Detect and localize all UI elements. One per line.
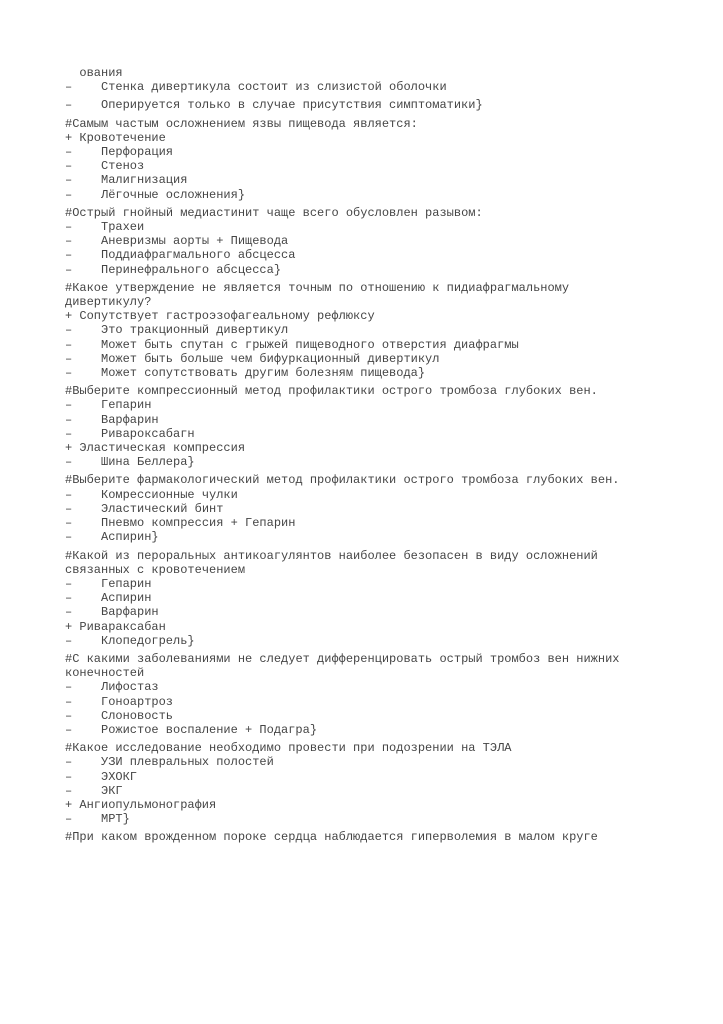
- option-line: [65, 159, 685, 173]
- option-text: Может сопутствовать другим болезням пищевода}: [101, 366, 426, 381]
- question-block: [65, 473, 685, 544]
- wrong-answer-marker: –: [65, 755, 73, 770]
- wrong-answer-marker: –: [65, 530, 73, 545]
- question-line: #При каком врожденном пороке сердца наблюдается гиперволемия в малом круге: [65, 830, 598, 845]
- option-text: УЗИ плевральных полостей: [101, 755, 274, 770]
- option-line: [65, 755, 685, 769]
- wrong-answer-marker: –: [65, 173, 73, 188]
- option-line: [65, 366, 685, 380]
- option-line: [65, 338, 685, 352]
- option-text: Лифостаз: [101, 680, 159, 695]
- option-text: Оперируется только в случае присутствия симптоматики}: [101, 98, 483, 113]
- option-text: Это тракционный дивертикул: [101, 323, 289, 338]
- correct-option-line: [65, 798, 685, 812]
- question-block: [65, 206, 685, 277]
- option-text: Перфорация: [101, 145, 174, 160]
- option-line: [65, 680, 685, 694]
- option-line: [65, 605, 685, 619]
- option-text: Лёгочные осложнения}: [101, 187, 246, 202]
- wrong-answer-marker: –: [65, 487, 73, 502]
- document-text-area: [65, 66, 685, 845]
- option-line: [65, 502, 685, 516]
- correct-answer-marker: +: [65, 797, 73, 812]
- wrong-answer-marker: –: [65, 812, 73, 827]
- option-line: [65, 516, 685, 530]
- option-line: [65, 455, 685, 469]
- option-text: Эластический бинт: [101, 501, 224, 516]
- question-block: [65, 549, 685, 648]
- option-text: Ривараксабан: [79, 619, 166, 634]
- option-line: [65, 323, 685, 337]
- option-text: Клопедогрель}: [101, 633, 195, 648]
- option-text: Гоноартроз: [101, 694, 174, 709]
- option-text: Слоновость: [101, 708, 174, 723]
- question-block: [65, 384, 685, 469]
- option-text: Ангиопульмонография: [79, 797, 217, 812]
- option-line: [65, 784, 685, 798]
- option-text: ЭХОКГ: [101, 769, 138, 784]
- option-text: Кровотечение: [79, 130, 166, 145]
- correct-answer-marker: +: [65, 309, 73, 324]
- wrong-answer-marker: –: [65, 605, 73, 620]
- option-line: [65, 398, 685, 412]
- wrong-answer-marker: –: [65, 633, 73, 648]
- wrong-answer-marker: –: [65, 248, 73, 263]
- wrong-answer-marker: –: [65, 145, 73, 160]
- wrong-answer-marker: –: [65, 426, 73, 441]
- option-text: Варфарин: [101, 605, 159, 620]
- option-text: Аневризмы аорты + Пищевода: [101, 234, 289, 249]
- question-line: #С какими заболеваниями не следует дифференцировать острый тромбоз вен нижних: [65, 651, 620, 666]
- option-line: [65, 488, 685, 502]
- continuation-fragment-block: [65, 66, 685, 94]
- option-line: [65, 173, 685, 187]
- option-text: Гепарин: [101, 398, 152, 413]
- option-text: Малигнизация: [101, 173, 188, 188]
- correct-option-line: [65, 309, 685, 323]
- wrong-answer-marker: –: [65, 159, 73, 174]
- question-block: [65, 117, 685, 202]
- wrong-answer-marker: –: [65, 262, 73, 277]
- correct-option-line: [65, 131, 685, 145]
- question-block: [65, 741, 685, 826]
- wrong-answer-marker: –: [65, 80, 73, 95]
- option-text: Комрессионные чулки: [101, 487, 238, 502]
- wrong-answer-marker: –: [65, 680, 73, 695]
- correct-answer-marker: +: [65, 619, 73, 634]
- question-line: #Какое утверждение не является точным по отношению к пидиафрагмальному: [65, 280, 570, 295]
- wrong-answer-marker: –: [65, 501, 73, 516]
- wrong-answer-marker: –: [65, 337, 73, 352]
- option-text: Может быть спутан с грыжей пищеводного отверстия диафрагмы: [101, 337, 519, 352]
- question-line: #Острый гнойный медиастинит чаще всего обусловлен разывом:: [65, 205, 483, 220]
- option-text: Сопутствует гастроэзофагеальному рефлюксу: [79, 309, 375, 324]
- option-line: [65, 695, 685, 709]
- option-text: Может быть больше чем бифуркационный дивертикул: [101, 351, 440, 366]
- wrong-answer-marker: –: [65, 398, 73, 413]
- option-line: [65, 220, 685, 234]
- continuation-text-line: ования: [79, 66, 123, 80]
- option-line: [65, 770, 685, 784]
- wrong-answer-marker: –: [65, 98, 73, 113]
- option-text: Варфарин: [101, 412, 159, 427]
- wrong-answer-marker: –: [65, 412, 73, 427]
- option-line: [65, 352, 685, 366]
- option-text: Аспирин: [101, 591, 152, 606]
- question-block: [65, 830, 685, 844]
- option-line: [65, 709, 685, 723]
- wrong-answer-marker: –: [65, 708, 73, 723]
- correct-option-line: [65, 620, 685, 634]
- question-line: #Выберите компрессионный метод профилактики острого тромбоза глубоких вен.: [65, 384, 598, 399]
- option-text: Ривароксабагн: [101, 426, 195, 441]
- question-line: #Самым частым осложнением язвы пищевода является:: [65, 116, 418, 131]
- option-line: [65, 98, 685, 112]
- option-line: [65, 248, 685, 262]
- option-line: [65, 263, 685, 277]
- option-text: Шина Беллера}: [101, 455, 195, 470]
- question-block: [65, 652, 685, 737]
- option-text: Аспирин}: [101, 530, 159, 545]
- option-text: Перинефрального абсцесса}: [101, 262, 282, 277]
- option-line: [65, 577, 685, 591]
- wrong-answer-marker: –: [65, 576, 73, 591]
- option-text: Эластическая компрессия: [79, 441, 246, 456]
- correct-answer-marker: +: [65, 441, 73, 456]
- question-line: #Какой из пероральных антикоагулянтов наиболее безопасен в виду осложнений: [65, 548, 598, 563]
- option-text: ЭКГ: [101, 783, 123, 798]
- question-block: [65, 281, 685, 380]
- question-wrapped-line: дивертикулу?: [65, 295, 152, 310]
- wrong-answer-marker: –: [65, 722, 73, 737]
- option-line: [65, 530, 685, 544]
- option-text: Рожистое воспаление + Подагра}: [101, 722, 318, 737]
- wrong-answer-marker: –: [65, 769, 73, 784]
- option-line: [65, 812, 685, 826]
- option-text: Пневмо компрессия + Гепарин: [101, 516, 296, 531]
- wrong-answer-marker: –: [65, 187, 73, 202]
- option-line: [65, 427, 685, 441]
- option-text: МРТ}: [101, 812, 130, 827]
- option-text: Стеноз: [101, 159, 145, 174]
- wrong-answer-marker: –: [65, 455, 73, 470]
- option-line: [65, 234, 685, 248]
- question-line: #Выберите фармакологический метод профилактики острого тромбоза глубоких вен.: [65, 473, 620, 488]
- wrong-answer-marker: –: [65, 591, 73, 606]
- option-line: [65, 188, 685, 202]
- option-line: [65, 413, 685, 427]
- question-wrapped-line: связанных с кровотечением: [65, 562, 246, 577]
- option-line: [65, 634, 685, 648]
- continuation-fragment-block: [65, 98, 685, 112]
- option-line: [65, 80, 685, 94]
- wrong-answer-marker: –: [65, 220, 73, 235]
- question-line: #Какое исследование необходимо провести при подозрении на ТЭЛА: [65, 741, 512, 756]
- wrong-answer-marker: –: [65, 234, 73, 249]
- wrong-answer-marker: –: [65, 323, 73, 338]
- wrong-answer-marker: –: [65, 366, 73, 381]
- wrong-answer-marker: –: [65, 694, 73, 709]
- option-text: Гепарин: [101, 576, 152, 591]
- option-line: [65, 591, 685, 605]
- correct-answer-marker: +: [65, 130, 73, 145]
- question-wrapped-line: конечностей: [65, 666, 145, 681]
- option-text: Стенка дивертикула состоит из слизистой оболочки: [101, 80, 447, 95]
- wrong-answer-marker: –: [65, 351, 73, 366]
- option-text: Поддиафрагмального абсцесса: [101, 248, 296, 263]
- option-text: Трахеи: [101, 220, 145, 235]
- wrong-answer-marker: –: [65, 516, 73, 531]
- wrong-answer-marker: –: [65, 783, 73, 798]
- correct-option-line: [65, 441, 685, 455]
- option-line: [65, 145, 685, 159]
- option-line: [65, 723, 685, 737]
